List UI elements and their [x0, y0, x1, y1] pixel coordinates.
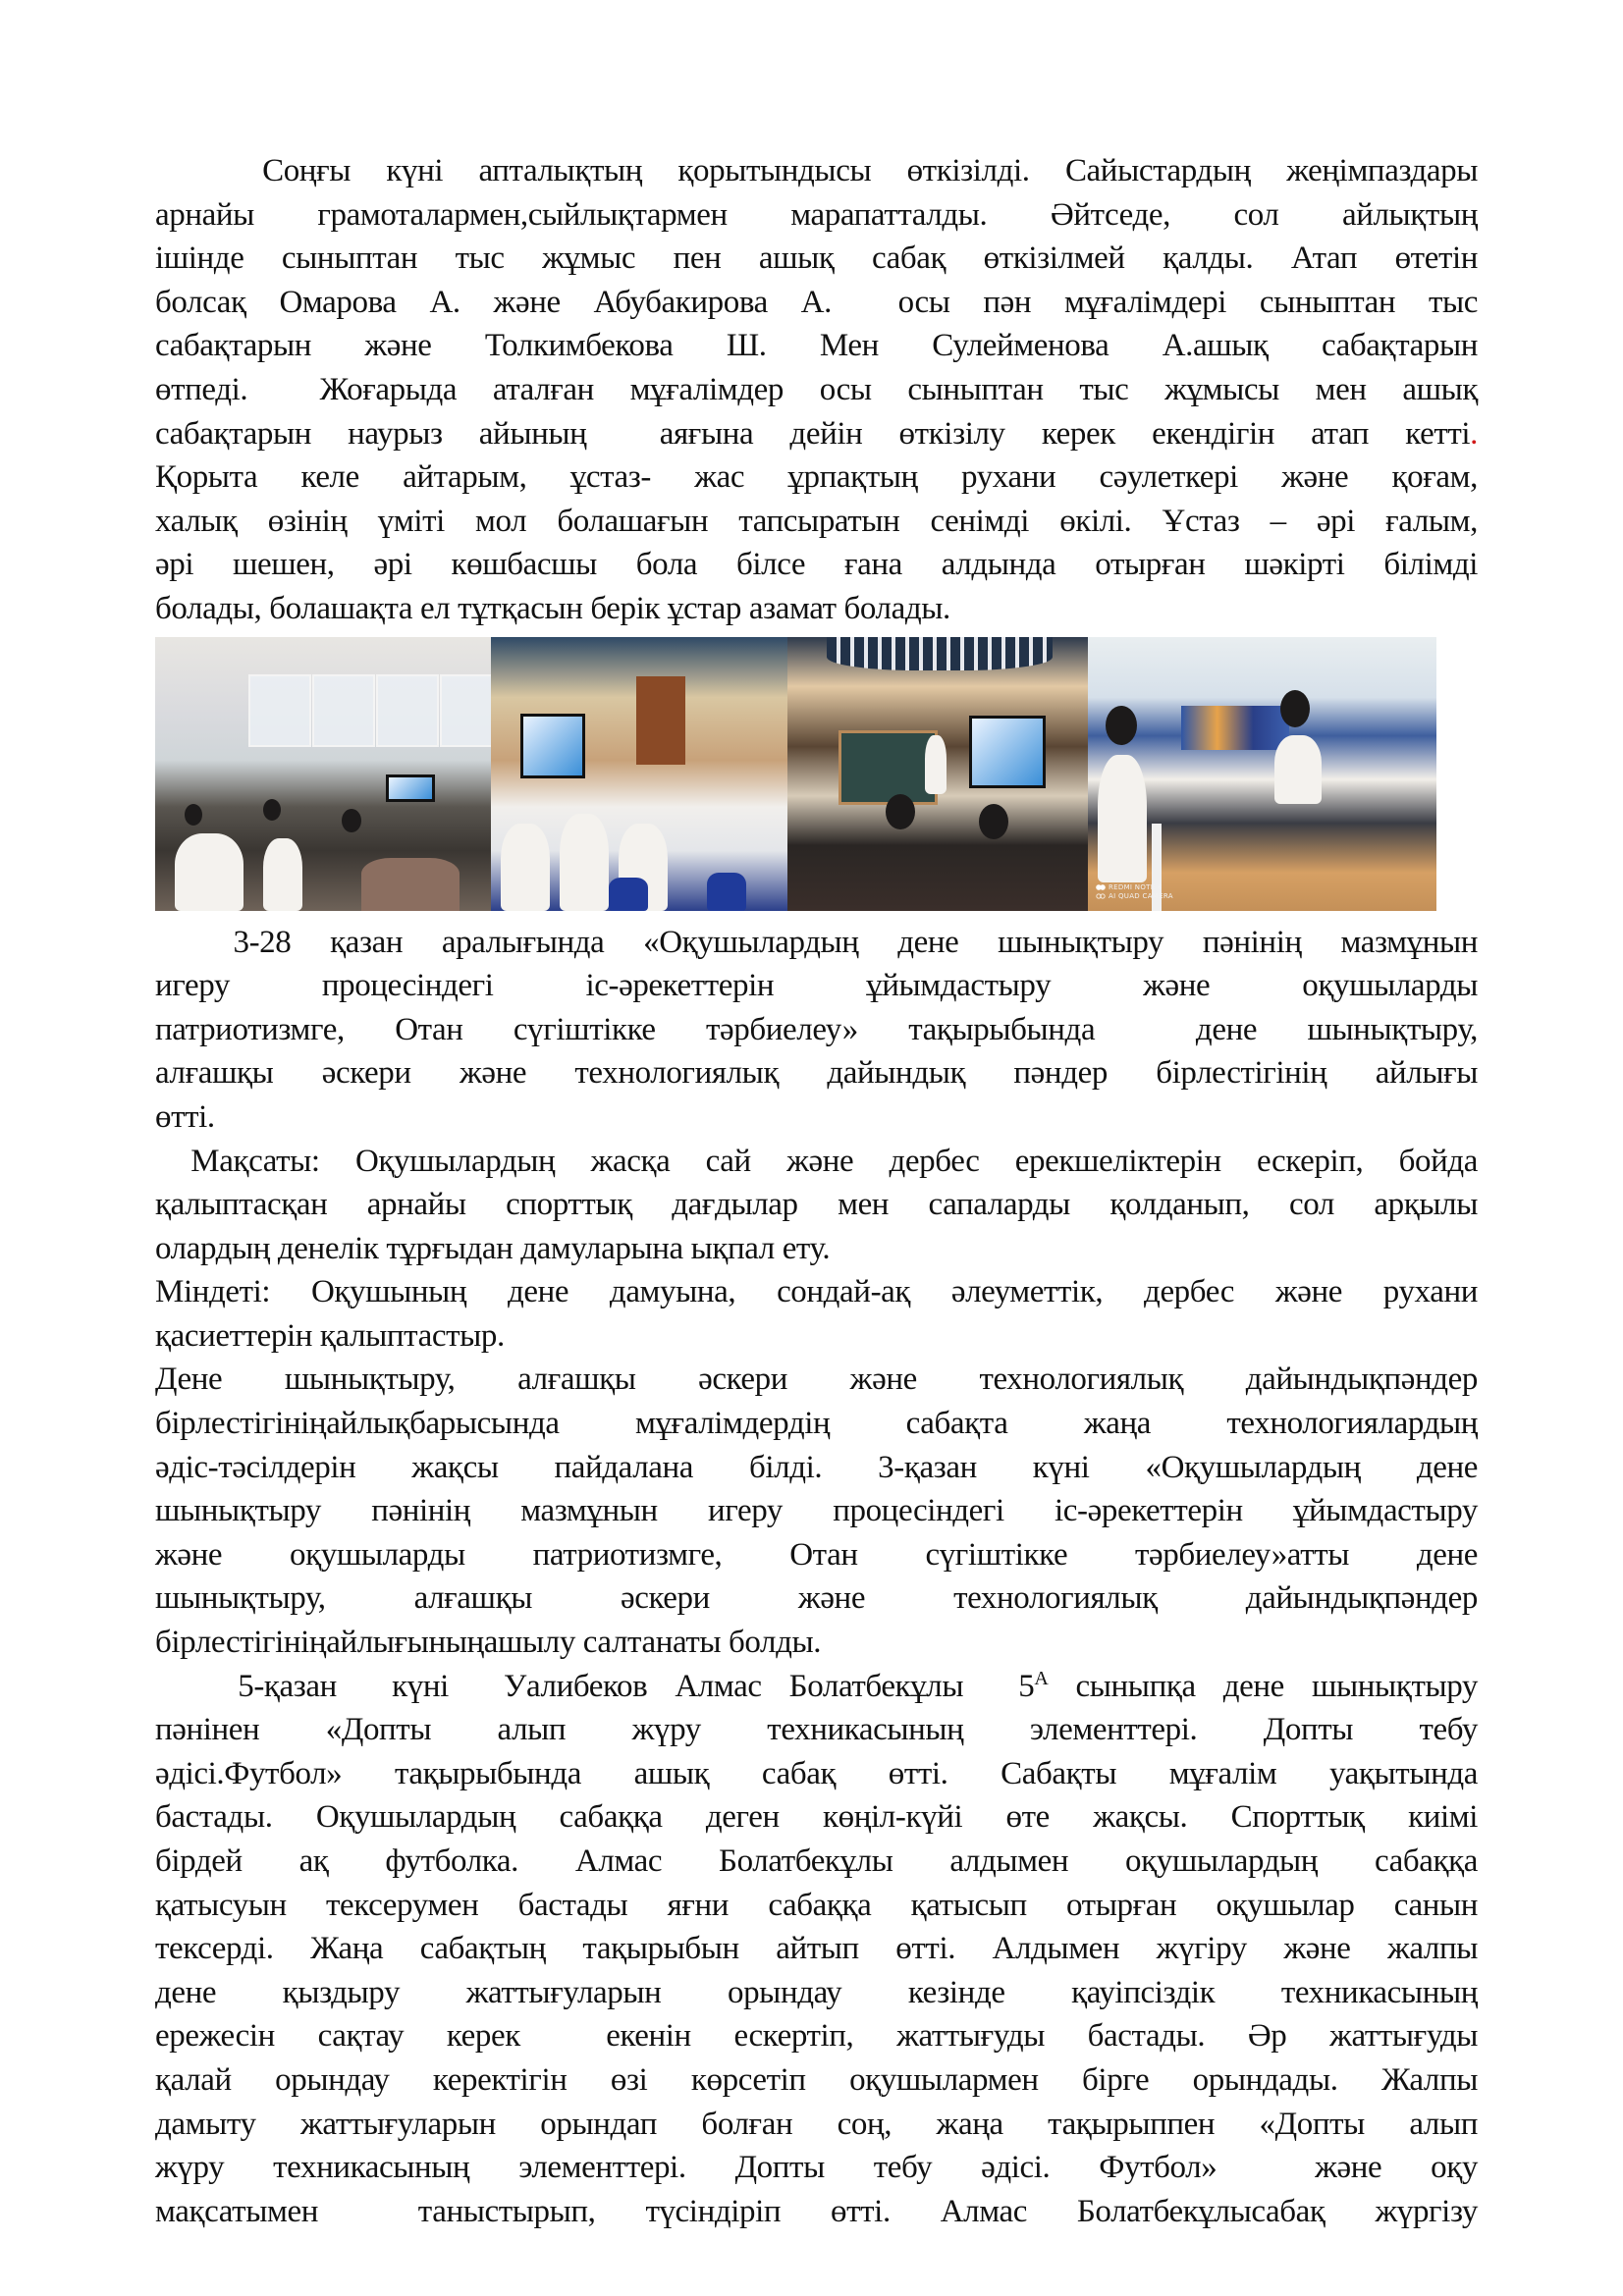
text-line: пәнінен «Допты алып жүру техникасының элементтері. Допты тебу — [155, 1712, 1478, 1748]
text-line: бірдей ақ футболка. Алмас Болатбекұлы алдымен оқушылардың сабаққа — [155, 1843, 1478, 1879]
text-line: игеру процесіндегі іс-әрекеттерін ұйымдастыру және оқушыларды — [155, 968, 1478, 1004]
text-line: қалыптасқан арнайы спорттық дағдылар мен сапаларды қолданып, сол арқылы — [155, 1187, 1478, 1223]
text-line: алғашқы әскери және технологиялық дайындық пәндер бірлестігінің айлығы — [155, 1055, 1478, 1092]
text-line: шынықтыру, алғашқы әскери және технологиялық дайындықпәндер — [155, 1580, 1478, 1617]
student-shirt — [263, 838, 302, 911]
student-head — [886, 794, 915, 829]
text-line: бастады. Оқушылардың сабаққа деген көңіл-күйі өте жақсы. Спорттық киімі — [155, 1799, 1478, 1836]
photo-assembly-hall-screen — [491, 637, 787, 911]
text-line: бірлестігініңайлықбарысында мұғалімдердің сабақта жаңа технологиялардың — [155, 1406, 1478, 1442]
text-line: 3-28 қазан аралығында «Оқушылардың дене шынықтыру пәнінің мазмұнын — [155, 924, 1478, 960]
paragraph-opening-ceremony — [155, 1358, 1478, 1664]
text-line-with-superscript — [155, 1665, 1478, 1709]
paragraph-open-lesson — [155, 1665, 1478, 2234]
display-screen — [969, 716, 1046, 788]
text-line: арнайы грамоталармен,сыйлықтармен марапатталды. Әйтседе, сол айлықтың — [155, 196, 1478, 233]
text-line-content: сыныпқа дене шынықтыру — [1048, 1668, 1479, 1704]
science-posters — [1181, 706, 1289, 750]
text-line: қатысуын тексерумен бастады яғни сабаққа қатысып отырған оқушылар санын — [155, 1887, 1478, 1923]
photo-collage — [155, 637, 1478, 916]
text-line: патриотизмге, Отан сүгіштікке тәрбиелеу» тақырыбында дене шынықтыру, — [155, 1011, 1478, 1047]
text-line: халық өзінің үміті мол болашағын тапсыратын сенімді өкілі. Ұстаз – әрі ғалым, — [155, 503, 1478, 539]
class-letter-superscript: А — [1034, 1667, 1049, 1689]
paragraph-goal — [155, 1140, 1478, 1271]
teacher — [925, 735, 947, 794]
text-line: өтті. — [155, 1098, 215, 1135]
window — [376, 674, 439, 747]
text-line: және оқушыларды патриотизмге, Отан сүгіштікке тәрбиелеу»атты дене — [155, 1536, 1478, 1573]
camera-icon — [1096, 883, 1106, 901]
text-line: өтпеді. Жоғарыда аталған мұғалімдер осы сыныптан тыс жұмысы мен ашық — [155, 371, 1478, 407]
student-head — [263, 799, 281, 821]
text-line: Міндеті: Оқушының дене дамуына, сондай-ақ әлеуметтік, дербес және рухани — [155, 1274, 1478, 1310]
watermark-line-2: AI QUAD CAMERA — [1109, 891, 1173, 900]
student-sweater — [361, 858, 460, 911]
paragraph-summary — [155, 149, 1478, 631]
text-line-content: сабақтарын наурыз айының аяғына дейін өткізілу керек екендігін атап кетті — [155, 415, 1471, 452]
blue-chair — [609, 878, 648, 911]
text-line: дамыту жаттығуларын орындап болған соң, жаңа тақырыппен «Допты алып — [155, 2106, 1478, 2142]
blue-chair — [707, 873, 746, 911]
photo-classroom-group-work — [155, 637, 491, 911]
text-line: Дене шынықтыру, алғашқы әскери және технологиялық дайындықпәндер — [155, 1362, 1478, 1398]
text-line: шынықтыру пәнінің мазмұнын игеру процесіндегі іс-әрекеттерін ұйымдастыру — [155, 1493, 1478, 1529]
chalkboard — [839, 730, 938, 805]
text-line: әдіс-тәсілдерін жақсы пайдалана білді. 3-қазан күні «Оқушылардың дене — [155, 1449, 1478, 1485]
student-head — [979, 804, 1008, 839]
text-line-with-red-period — [155, 412, 1478, 456]
text-line: болсақ Омарова А. және Абубакирова А. осы пән мұғалімдері сыныптан тыс — [155, 284, 1478, 320]
camera-watermark — [1096, 883, 1173, 901]
text-line: Қорыта келе айтарым, ұстаз- жас ұрпақтың рухани сәулеткері және қоғам, — [155, 459, 1478, 496]
display-screen — [520, 714, 585, 778]
student-head — [1106, 706, 1137, 745]
student-head — [185, 804, 202, 826]
photo-science-classroom-demo — [1088, 637, 1436, 911]
teacher-head — [1280, 690, 1310, 727]
text-line: Соңғы күні апталықтың қорытындысы өткізілді. Сайыстардың жеңімпаздары — [155, 153, 1478, 188]
student-shirt — [175, 833, 243, 911]
text-line: әрі шешен, әрі көшбасшы бола білсе ғана алдында отырған шәкірті білімді — [155, 547, 1478, 583]
red-period: . — [1470, 415, 1478, 452]
paragraph-task — [155, 1270, 1478, 1358]
text-line: қасиеттерін қалыптастыр. — [155, 1317, 505, 1354]
text-line: сабақтарын және Толкимбекова Ш. Мен Сулейменова А.ашық сабақтарын — [155, 328, 1478, 364]
text-line: олардың денелік тұрғыдан дамуларына ықпал ету. — [155, 1230, 831, 1266]
text-line: дене қыздыру жаттығуларын орындау кезінде қауіпсіздік техникасының — [155, 1974, 1478, 2010]
photo-lesson-with-chalkboard — [787, 637, 1088, 911]
text-line: жүру техникасының элементтері. Допты тебу әдісі. Футбол» және оқу — [155, 2150, 1478, 2186]
student-shirt — [1098, 755, 1147, 882]
text-line: ішінде сыныптан тыс жұмыс пен ашық сабақ өткізілмей қалды. Атап өтетін — [155, 240, 1478, 277]
monitor — [386, 774, 435, 802]
text-line: тексерді. Жаңа сабақтың тақырыбын айтып өтті. Алдымен жүгіру және жалпы — [155, 1931, 1478, 1967]
watermark-line-1: REDMI NOTE 8 — [1109, 882, 1163, 891]
text-line: Мақсаты: Оқушылардың жасқа сай және дербес ерекшеліктерін ескеріп, бойда — [155, 1143, 1478, 1179]
student-head — [342, 809, 361, 832]
paragraph-event-dates — [155, 921, 1478, 1140]
wooden-door — [636, 676, 685, 765]
text-line: бірлестігініңайлығыныңашылу салтанаты болды. — [155, 1625, 822, 1661]
text-line: мақсатымен таныстырып, түсіндіріп өтті. Алмас Болатбекұлысабақ жүргізу — [155, 2193, 1478, 2229]
student-shirt — [501, 824, 550, 911]
text-line: әдісі.Футбол» тақырыбында ашық сабақ өтті. Сабақты мұғалім уақытында — [155, 1755, 1478, 1791]
window — [312, 674, 375, 747]
curtain-valance — [827, 637, 1053, 670]
text-line: ережесін сақтау керек екенін ескертіп, жаттығуды бастады. Әр жаттығуды — [155, 2018, 1478, 2055]
student-shirt — [560, 814, 609, 911]
document-page — [155, 149, 1478, 2233]
text-line: болады, болашақта ел тұтқасын берік ұстар азамат болады. — [155, 590, 950, 626]
text-line-content: 5-қазан күні Уалибеков Алмас Болатбекұлы 5 — [155, 1668, 1035, 1704]
teacher-sweater — [1274, 735, 1322, 804]
window — [440, 674, 491, 747]
window — [248, 674, 311, 747]
text-line: қалай орындау керектігін өзі көрсетіп оқушылармен бірге орындады. Жалпы — [155, 2061, 1478, 2098]
